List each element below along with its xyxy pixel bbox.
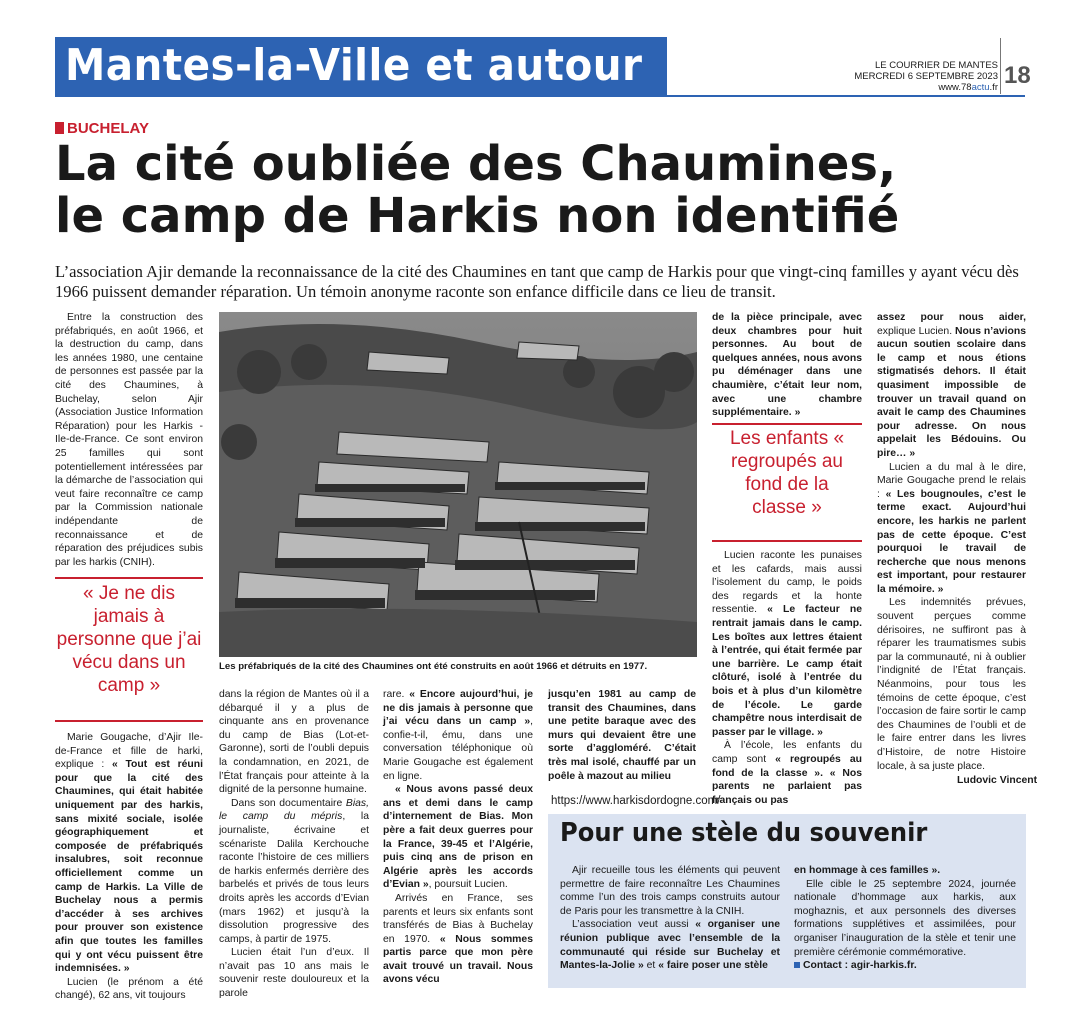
section-banner [55, 37, 667, 95]
paragraph: jusqu’en 1981 au camp de transit des Chaumines, dans une petite baraque avec des murs qui devaient être une sorte d’aggloméré. C’était très mal isolé, chauffé par un poêle à mazout au milieu [548, 689, 696, 782]
column-1-bottom [55, 731, 203, 1003]
column-5-top [712, 311, 862, 420]
paragraph: dans la région de Mantes où il a débarqué il y a plus de cinquante ans en provenance du camp de Bias (Lot-et-Garonne), sorti de l’oubli depuis la condamnation, en 2021, de l’État français pour atteinte à la dignité de la personne humaine. [219, 689, 369, 796]
header-rule [55, 95, 1025, 97]
paragraph: Marie Gougache, d’Ajir Ile-de-France et fille de harki, explique : « Tout est réuni pour que la cité des Chaumines, qui était habitée uniquement par des harkis, sans mixité sociale, isolée géographiquement et composée de préfabriqués insalubres, soit reconnue officiellement comme un camp de Harkis. La Ville de Buchelay nous a permis d’accéder à ses archives pour prouver son existence afin que toutes les familles qui y ont vécu puissent être indemnisées. » [55, 732, 203, 975]
paragraph: Ajir recueille tous les éléments qui peuvent permettre de faire reconnaître Les Chaumines comme l’un des trois camps construits autour de Paris pour les transmettre à la CNIH. [560, 865, 780, 917]
column-1-top [55, 311, 203, 569]
kicker-square-icon [55, 122, 64, 134]
paragraph: Lucien raconte les punaises et les cafards, mais aussi l’isolement du camp, le poids des regards et la honte ressentie. « Le facteur ne rentrait jamais dans le camp. Les boîtes aux lettres étaient à l’entrée, qui était fermée par une barrière. Le camp était clôturé, isolé à l’entrée du bois et à plus d’un kilomètre de l’école. Le garde champêtre nous interdisait de passer par le village. » [712, 550, 863, 738]
pull-quote: « Je ne dis jamais à personne que j’ai vécu dans un camp » [56, 583, 202, 696]
header-divider [1000, 38, 1001, 94]
paragraph: Elle cible le 25 septembre 2024, journée nationale d’hommage aux harkis, aux moghaznis, et aux personnels des diverses formations supplétives et assimilées, pour organiser l’inauguration de la stèle et tenir une première cérémonie commémorative. [794, 878, 1016, 958]
paragraph: À l’école, les enfants du camp sont « regroupés au fond de la classe ». « Nos parents ne parlaient pas français ou pas [712, 740, 862, 806]
quote-rule-top [55, 577, 203, 579]
camp-aerial-photo [219, 312, 697, 657]
paragraph: assez pour nous aider, explique Lucien. Nous n’avions aucun soutien scolaire dans le camp et nous étions stigmatisés dehors. Il était quasiment impossible de trouver un travail quand on avait le camp des Chaumines pour adresse. On nous appelait les Bédouins. Ou pire… » [877, 312, 1027, 459]
paragraph: Lucien (le prénom a été changé), 62 ans, vit toujours [55, 976, 203, 1002]
box-title: Pour une stèle du souvenir [560, 818, 928, 848]
box-column-left [560, 864, 780, 973]
sidebar-box [548, 814, 1026, 988]
column-5-bottom [712, 549, 862, 807]
section-title: Mantes-la-Ville et autour [65, 40, 643, 91]
article-lede: L’association Ajir demande la reconnaissance de la cité des Chaumines en tant que camp de Harkis pour que vingt-cinq familles y ayant vécu dès 1966 puissent demander réparation. Un témoin anonyme raconte son enfance difficile dans ce lieu de transit. [55, 262, 1019, 301]
quote-rule-top-2 [712, 423, 862, 425]
paragraph: Lucien a du mal à le dire, Marie Gougache prend le relais : « Les bougnoules, c’est le terme exact. Aujourd’hui encore, les harkis ne parlent pas de cette époque. C’est pourquoi le travail de recherche que nous menons est important, pour restaurer la mémoire. » [877, 461, 1027, 595]
paragraph: de la pièce principale, avec deux chambres pour huit personnes. Au bout de quelques années, nous avons pu déménager dans une chaumière, c’était leur nom, avec une chambre supplémentaire. » [712, 312, 862, 419]
paragraph: Lucien était l’un d’eux. Il n’avait pas 10 ans mais le souvenir reste douloureux et la parole [219, 947, 369, 1000]
column-2 [219, 688, 369, 1001]
contact-line: Contact : agir-harkis.fr. [794, 959, 1016, 973]
box-column-right [794, 864, 1016, 973]
source-link[interactable]: https://www.harkisdordogne.com/ [551, 795, 721, 807]
paragraph: rare. « Encore aujourd’hui, je ne dis jamais à personne que j’ai vécu dans un camp », confie-t-il, ému, dans une conversation téléphonique où Marie Gougache est également en ligne. [383, 689, 533, 782]
website: www.78actu.fr [938, 82, 998, 93]
quote-rule-bottom [55, 720, 203, 722]
paragraph: Entre la construction des préfabriqués, en août 1966, et la destruction du camp, dans les années 1980, une centaine de personnes est passée par la cité des Chaumines, à Buchelay, selon Ajir (Association Justice Information Réparation) pour les Harkis - Ile-de-France. Ce sont environ 25 familles qui sont potentiellement intéressées par la démarche de l’association qui veut faire reconnaître ce camp par la Commission nationale indépendante de reconnaissance et de réparation des préjudices subis par les harkis (CNIH). [55, 312, 203, 568]
paragraph: Dans son documentaire Bias, le camp du mépris, la journaliste, écrivaine et scénariste Dalila Kerchouche raconte l’histoire de ces milliers de harkis enfermés derrière des barbelés et privés de tous leurs droits après les accords d’Evian (mars 1962) et jusqu’à la dissolution progressive des camps, à partir de 1975. [219, 797, 369, 945]
column-3 [383, 688, 533, 987]
column-6 [877, 311, 1026, 773]
masthead-meta [854, 60, 998, 93]
bullet-square-icon [794, 962, 800, 968]
headline-line-2: le camp de Harkis non identifié [55, 188, 900, 244]
photo-illustration [219, 312, 697, 657]
paragraph: Les indemnités prévues, souvent perçues comme dérisoires, ne suffiront pas à réparer les traumatismes subis par la communauté, ni à oublier l’indignité de l’État français. Néanmoins, pour tous les témoins de cette époque, c’est l’occasion de faire sortir le camp des Chaumines de l’oubli et de le faire entrer dans les livres d’Histoire, de notre Histoire locale, à sa juste place. [877, 597, 1026, 772]
column-4 [548, 688, 696, 783]
quote-rule-bottom-2 [712, 540, 862, 542]
headline-line-1: La cité oubliée des Chaumines, [55, 136, 897, 192]
page-number: 18 [1004, 62, 1031, 89]
paragraph: Arrivés en France, ses parents et leurs six enfants sont transférés de Bias à Buchelay en 1970. « Nous sommes partis parce que mon père avait trouvé un travail. Nous avons vécu [383, 892, 533, 986]
author-signature: Ludovic Vincent [957, 775, 1038, 786]
photo-caption: Les préfabriqués de la cité des Chaumines ont été construits en août 1966 et détruits en 1977. [219, 661, 648, 672]
paragraph: en hommage à ces familles ». [794, 865, 941, 876]
newspaper-name: LE COURRIER DE MANTES [875, 60, 998, 71]
pull-quote-2: Les enfants « regroupés au fond de la classe » [729, 428, 845, 518]
issue-date: MERCREDI 6 SEPTEMBRE 2023 [854, 71, 998, 82]
paragraph: L’association veut aussi « organiser une réunion publique avec l’ensemble de la communauté qui réside sur Buchelay et Mantes-la-Jolie » et « faire poser une stèle [560, 919, 780, 972]
paragraph: « Nous avons passé deux ans et demi dans le camp d’internement de Bias. Mon père a fait deux guerres pour la France, 39-45 et l’Algérie, puis cinq ans de prison en Algérie après les accords d’Evian », poursuit Lucien. [383, 784, 533, 891]
article-headline [55, 138, 1045, 242]
article-kicker: BUCHELAY [55, 120, 149, 137]
